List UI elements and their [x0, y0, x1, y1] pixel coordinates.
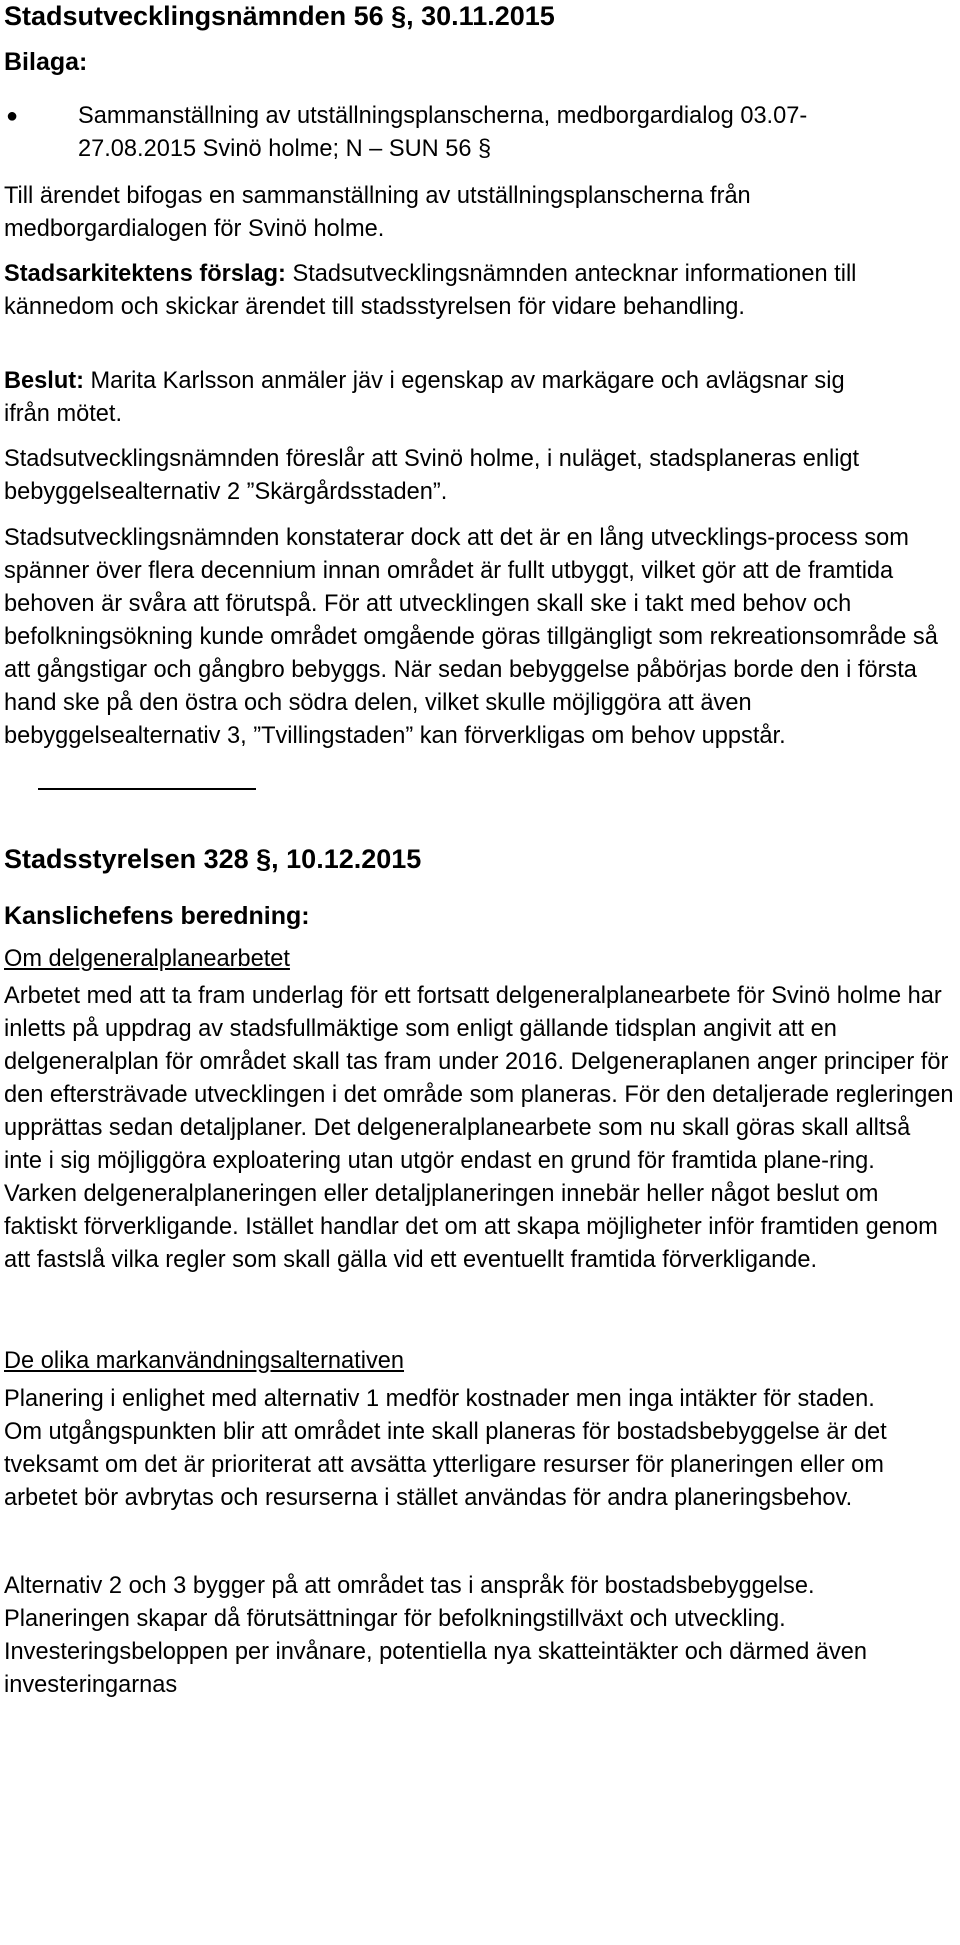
section-separator	[38, 788, 256, 790]
alternatives-2-3-paragraph: Alternativ 2 och 3 bygger på att området tas i anspråk för bostadsbebyggelse. Planeringen skapar då förutsättningar för befolkningstillväxt och utveckling. Investeringsbeloppen per invånare, potentiella nya skatteintäkter och därmed även investeringarnas	[4, 1573, 868, 1698]
proposal-to-plan-paragraph: Stadsutvecklingsnämnden föreslår att Svinö holme, i nuläget, stadsplaneras enligt bebyggelsealternativ 2 ”Skärgårdsstaden”.	[4, 446, 860, 505]
subheading-general-plan: Om delgeneralplanearbetet	[4, 946, 290, 972]
alternative-1-paragraph: Planering i enlighet med alternativ 1 medför kostnader men inga intäkter för staden. Om utgångspunkten blir att området inte skall planeras för bostadsbebyggelse är det tveksamt om det är prioriterat att avsätta ytterligare resurser för planeringen eller om arbetet bör avbrytas och resurserna i stället användas för andra planeringsbehov.	[4, 1386, 887, 1511]
general-plan-paragraph: Arbetet med att ta fram underlag för ett fortsatt delgeneralplanearbete för Svinö holme har inletts på uppdrag av stadsfullmäktige som enligt gällande tidsplan angivit att en delgeneralplan för området skall tas fram under 2016. Delgeneraplanen anger principer för den eftersträvade utvecklingen i det område som planeras. För den detaljerade regleringen upprättas sedan detaljplaner. Det delgeneralplanearbete som nu skall göras skall alltså inte i sig möjliggöra exploatering utan utgör endast en grund för framtida plane-ring. Varken delgeneralplaneringen eller detaljplaneringen innebär heller något beslut om faktiskt förverkligande. Istället handlar det om att skapa möjligheter inför framtiden genom att fastslå vilka regler som skall gälla vid ett eventuellt framtida förverkligande.	[4, 983, 954, 1273]
intro-paragraph: Till ärendet bifogas en sammanställning av utställningsplanscherna från medborgardialogen för Svinö holme.	[4, 183, 751, 242]
attachment-list-item	[4, 100, 904, 166]
development-paragraph: Stadsutvecklingsnämnden konstaterar dock att det är en lång utvecklings-process som spänner över flera decennium innan området är fullt utbyggt, vilket gör att de framtida behoven är svåra att förutspå. För att utvecklingen skall ske i takt med behov och befolkningsökning kunde området omgående göras tillgängligt som rekreationsområde så att gångstigar och gångbro bebyggs. När sedan bebyggelse påbörjas borde den i första hand ske på den östra och södra delen, vilket skulle möjliggöra att även bebyggelsealternativ 3, ”Tvillingstaden” kan förverkligas om behov uppstår.	[4, 525, 938, 749]
bullet-icon: ●	[6, 105, 19, 127]
section1-title: Stadsutvecklingsnämnden 56 §, 30.11.2015	[4, 1, 555, 31]
proposal-label: Stadsarkitektens förslag:	[4, 261, 286, 287]
decision-text: Marita Karlsson anmäler jäv i egenskap av markägare och avlägsnar sig ifrån mötet.	[4, 368, 845, 427]
proposal-text: Stadsutvecklingsnämnden antecknar informationen till kännedom och skickar ärendet till stadsstyrelsen för vidare behandling.	[4, 261, 857, 320]
subheading-land-use: De olika markanvändningsalternativen	[4, 1348, 405, 1374]
attachment-label: Bilaga:	[4, 48, 88, 76]
section2-title: Stadsstyrelsen 328 §, 10.12.2015	[4, 844, 422, 874]
decision-paragraph	[4, 365, 864, 431]
decision-label: Beslut:	[4, 368, 84, 394]
attachment-item-text: Sammanställning av utställningsplanscherna, medborgardialog 03.07-27.08.2015 Svinö holme; N – SUN 56 §	[78, 103, 808, 162]
proposal-paragraph	[4, 258, 949, 324]
preparation-label: Kanslichefens beredning:	[4, 902, 310, 930]
